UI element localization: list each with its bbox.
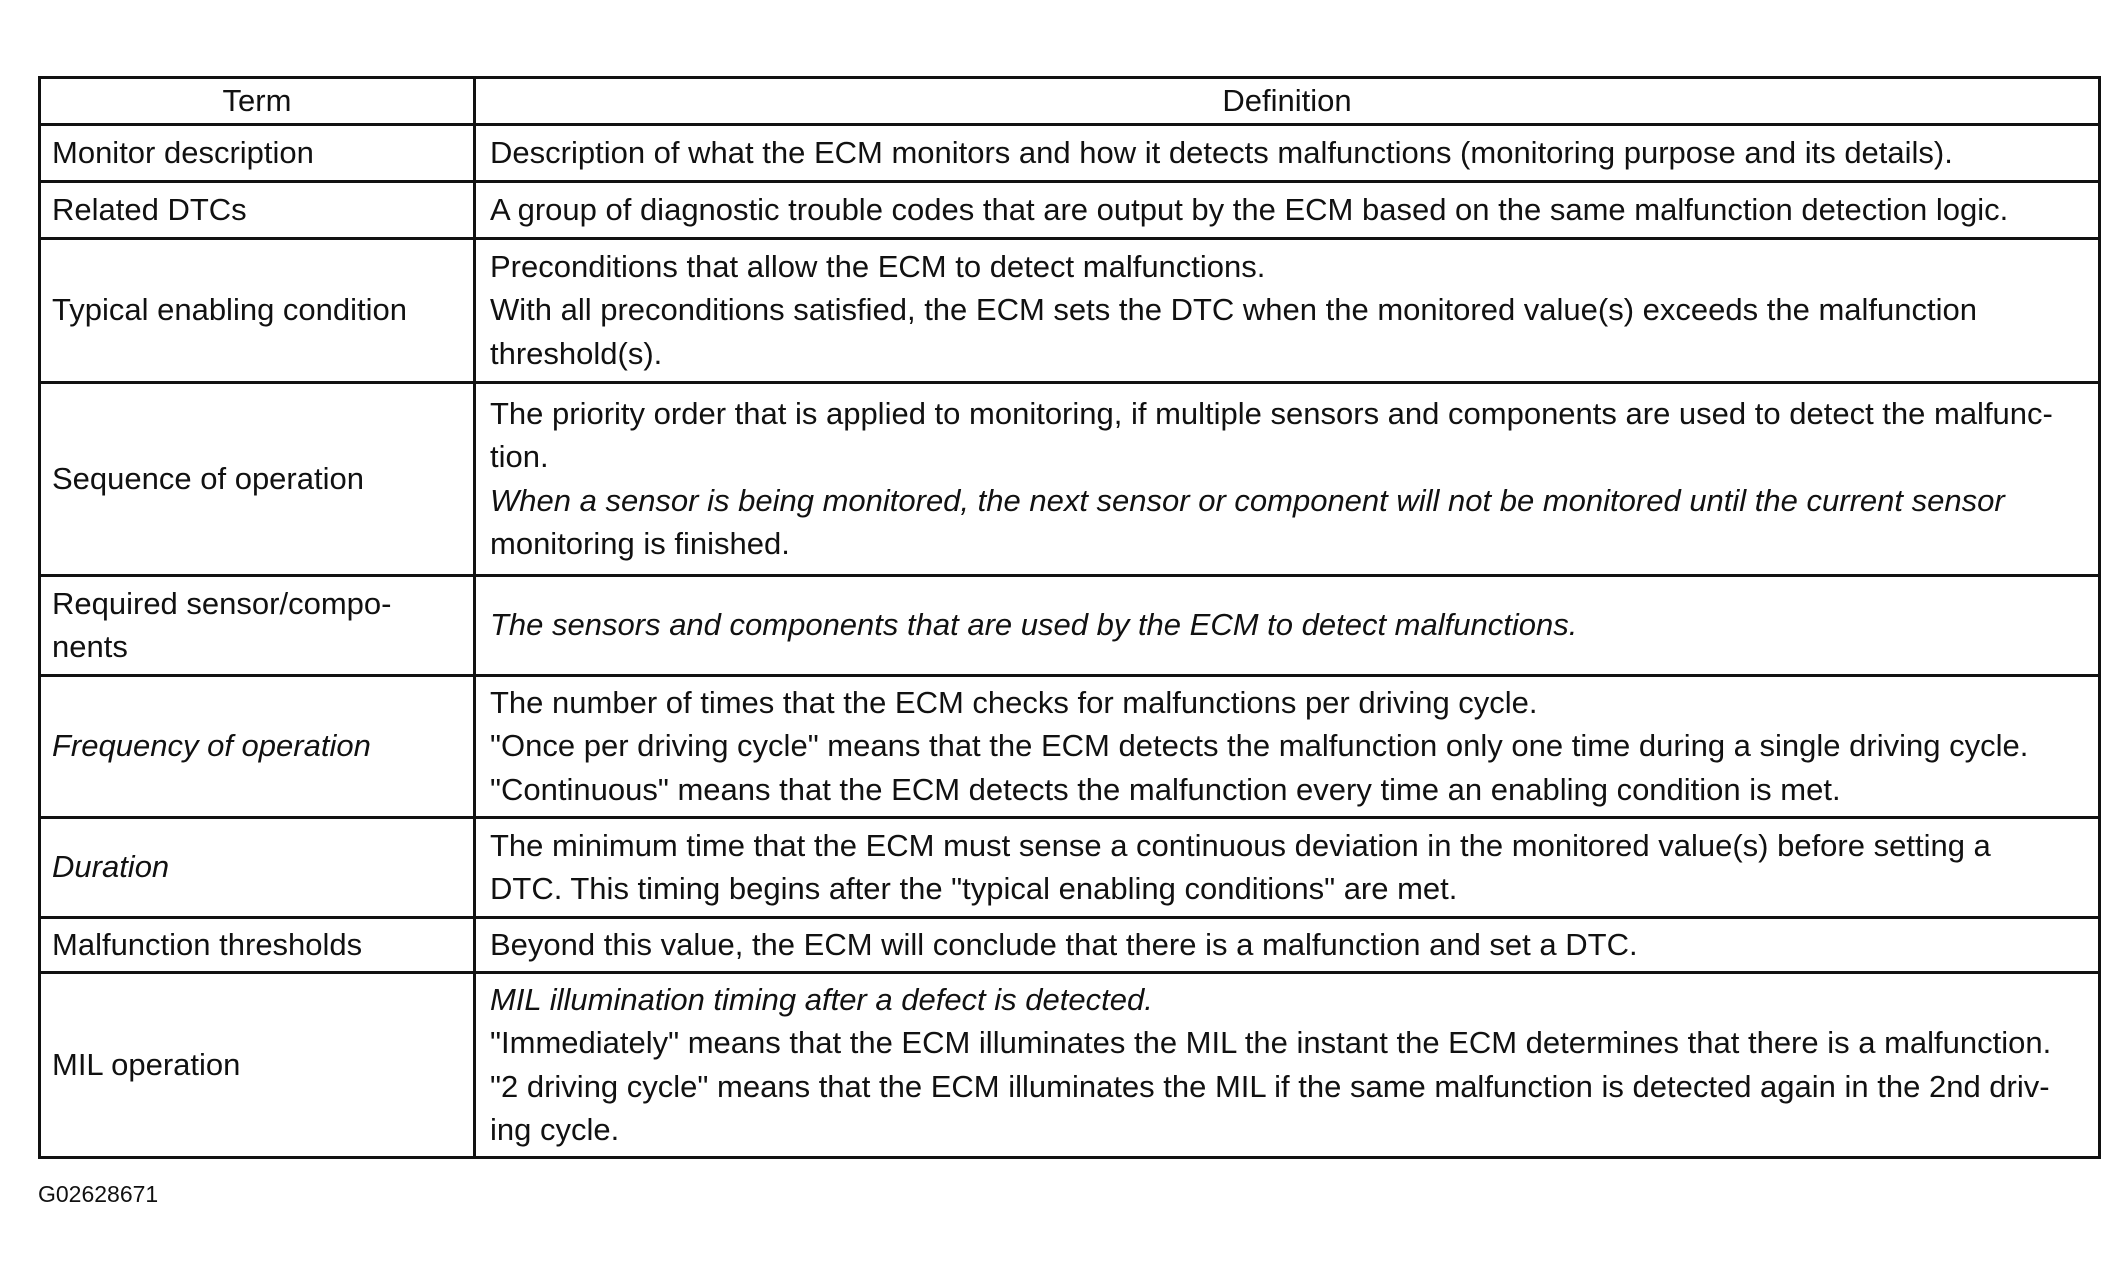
definition-line: threshold(s). (490, 335, 663, 371)
table-row (40, 917, 2100, 972)
table-row (40, 181, 2100, 238)
column-header-term: Term (40, 78, 475, 125)
definition-line: ing cycle. (490, 1112, 620, 1147)
definition-line: monitoring is finished. (490, 526, 790, 561)
definition-line: The minimum time that the ECM must sense a continuous deviation in the monitored value(s) before setting a (490, 827, 1991, 863)
definition-cell (475, 124, 2100, 181)
definition-cell (475, 181, 2100, 238)
column-header-definition: Definition (475, 78, 2100, 125)
table-row (40, 382, 2100, 575)
definition-line: "Once per driving cycle" means that the ECM detects the malfunction only one time during a single driving cycle. (490, 728, 2029, 764)
definition-line: "Continuous" means that the ECM detects the malfunction every time an enabling condition is met. (490, 771, 1841, 807)
definition-line: When a sensor is being monitored, the next sensor or component will not be monitored until the current sensor (490, 482, 2005, 518)
term-cell: Malfunction thresholds (40, 917, 475, 972)
definition-line: A group of diagnostic trouble codes that are output by the ECM based on the same malfunction detection logic. (490, 191, 2009, 227)
definition-line: Description of what the ECM monitors and how it detects malfunctions (monitoring purpose and its details). (490, 134, 1953, 170)
definition-line: The number of times that the ECM checks for malfunctions per driving cycle. (490, 684, 1538, 720)
terms-table (38, 76, 2101, 1159)
definition-cell (475, 972, 2100, 1157)
definition-line: "Immediately" means that the ECM illuminates the MIL the instant the ECM determines that there is a malfunction. (490, 1025, 2052, 1060)
definition-line: "2 driving cycle" means that the ECM illuminates the MIL if the same malfunction is detected again in the 2nd driv- (490, 1068, 2050, 1104)
term-cell: Typical enabling condition (40, 238, 475, 382)
definition-line: Beyond this value, the ECM will conclude that there is a malfunction and set a DTC. (490, 926, 1638, 962)
term-cell (40, 575, 475, 675)
definition-cell (475, 575, 2100, 675)
table-row (40, 238, 2100, 382)
definition-cell (475, 675, 2100, 817)
definition-line: The priority order that is applied to monitoring, if multiple sensors and components are used to detect the malfunc- (490, 395, 2053, 431)
terms-document (38, 76, 2098, 1159)
definition-line: DTC. This timing begins after the "typical enabling conditions" are met. (490, 871, 1458, 906)
term-cell: Duration (40, 817, 475, 917)
figure-id: G02628671 (38, 1181, 159, 1207)
table-row (40, 817, 2100, 917)
definition-cell (475, 917, 2100, 972)
table-row (40, 675, 2100, 817)
definition-cell (475, 817, 2100, 917)
table-header-row (40, 78, 2100, 125)
term-cell: Sequence of operation (40, 382, 475, 575)
definition-line: tion. (490, 439, 549, 474)
definition-line: The sensors and components that are used by the ECM to detect malfunctions. (490, 607, 1578, 643)
term-cell: MIL operation (40, 972, 475, 1157)
term-cell: Monitor description (40, 124, 475, 181)
term-cell: Frequency of operation (40, 675, 475, 817)
table-row (40, 575, 2100, 675)
term-line: Required sensor/compo- nents (52, 585, 392, 664)
table-row (40, 972, 2100, 1157)
definition-cell (475, 382, 2100, 575)
term-cell: Related DTCs (40, 181, 475, 238)
definition-cell (475, 238, 2100, 382)
definition-line: Preconditions that allow the ECM to detect malfunctions. (490, 248, 1266, 284)
definition-line: With all preconditions satisfied, the ECM sets the DTC when the monitored value(s) exceeds the malfunction (490, 292, 1977, 328)
table-row (40, 124, 2100, 181)
definition-line: MIL illumination timing after a defect is detected. (490, 981, 1153, 1017)
